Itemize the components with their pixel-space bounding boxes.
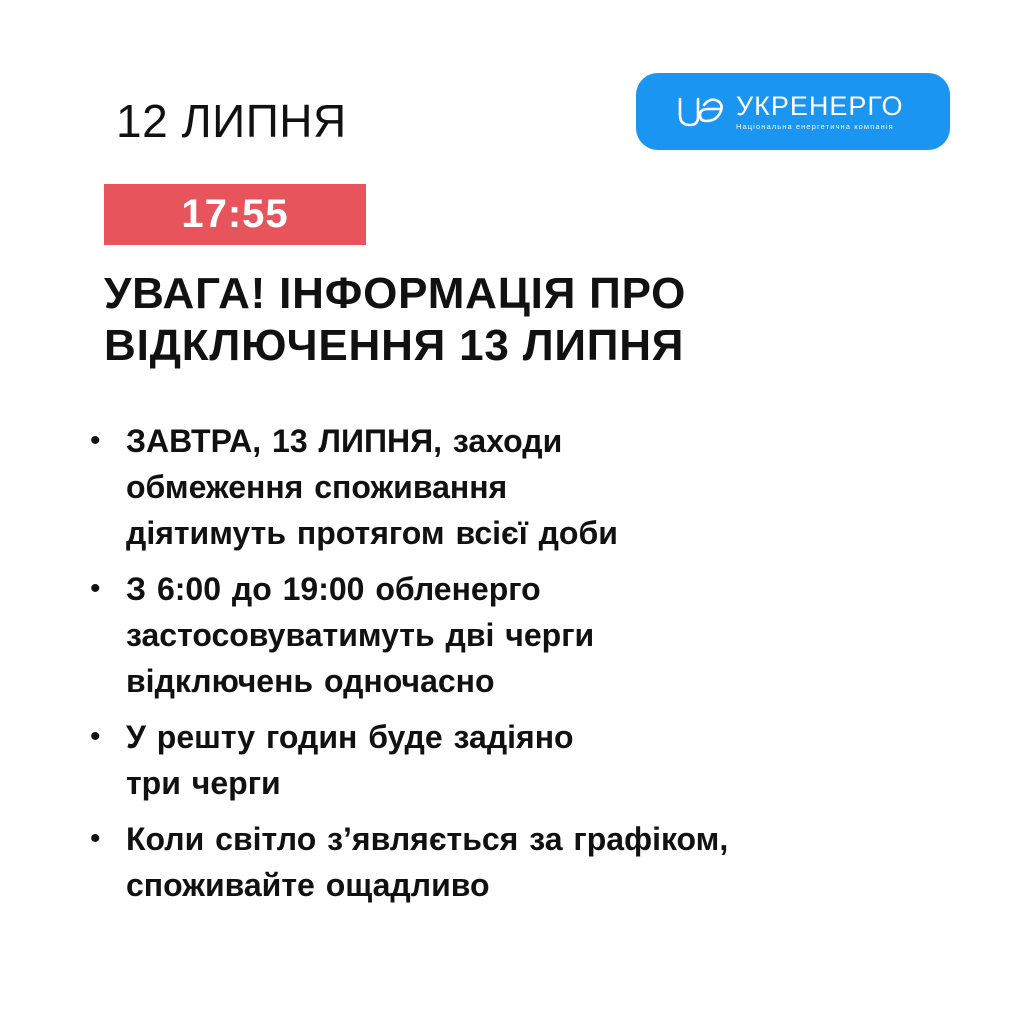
bullet-text-line: діятимуть протягом всієї доби [126, 515, 618, 551]
ukrenergo-logo [636, 73, 950, 150]
headline-line-1: УВАГА! ІНФОРМАЦІЯ ПРО [104, 269, 687, 318]
headline [104, 268, 884, 372]
bullet-text-line: Коли світло з’являється за графіком, [126, 821, 729, 857]
time-badge: 17:55 [104, 184, 366, 245]
bullet-text-line: відключень одночасно [126, 663, 495, 699]
bullet-icon: • [90, 424, 101, 457]
bullet-text-line: споживайте ощадливо [126, 867, 490, 903]
bullet-list [90, 418, 890, 918]
list-item [90, 714, 890, 806]
bullet-text-line: застосовуватимуть дві черги [126, 617, 595, 653]
logo-tagline: Національна енергетична компанія [736, 122, 894, 131]
date-label: 12 ЛИПНЯ [116, 95, 347, 147]
headline-line-2: ВІДКЛЮЧЕННЯ 13 ЛИПНЯ [104, 321, 685, 370]
logo-name: УКРЕНЕРГО [736, 91, 904, 121]
list-item [90, 566, 890, 704]
bullet-icon: • [90, 720, 101, 753]
bullet-icon: • [90, 572, 101, 605]
ukrenergo-logo-mark-icon [676, 91, 726, 131]
bullet-text-line: ЗАВТРА, 13 ЛИПНЯ, заходи [126, 423, 563, 459]
list-item [90, 816, 890, 908]
bullet-text-line: обмеження споживання [126, 469, 508, 505]
bullet-text-line: три черги [126, 765, 281, 801]
list-item [90, 418, 890, 556]
bullet-text-line: З 6:00 до 19:00 обленерго [126, 571, 541, 607]
bullet-text-line: У решту годин буде задіяно [126, 719, 574, 755]
bullet-icon: • [90, 822, 101, 855]
